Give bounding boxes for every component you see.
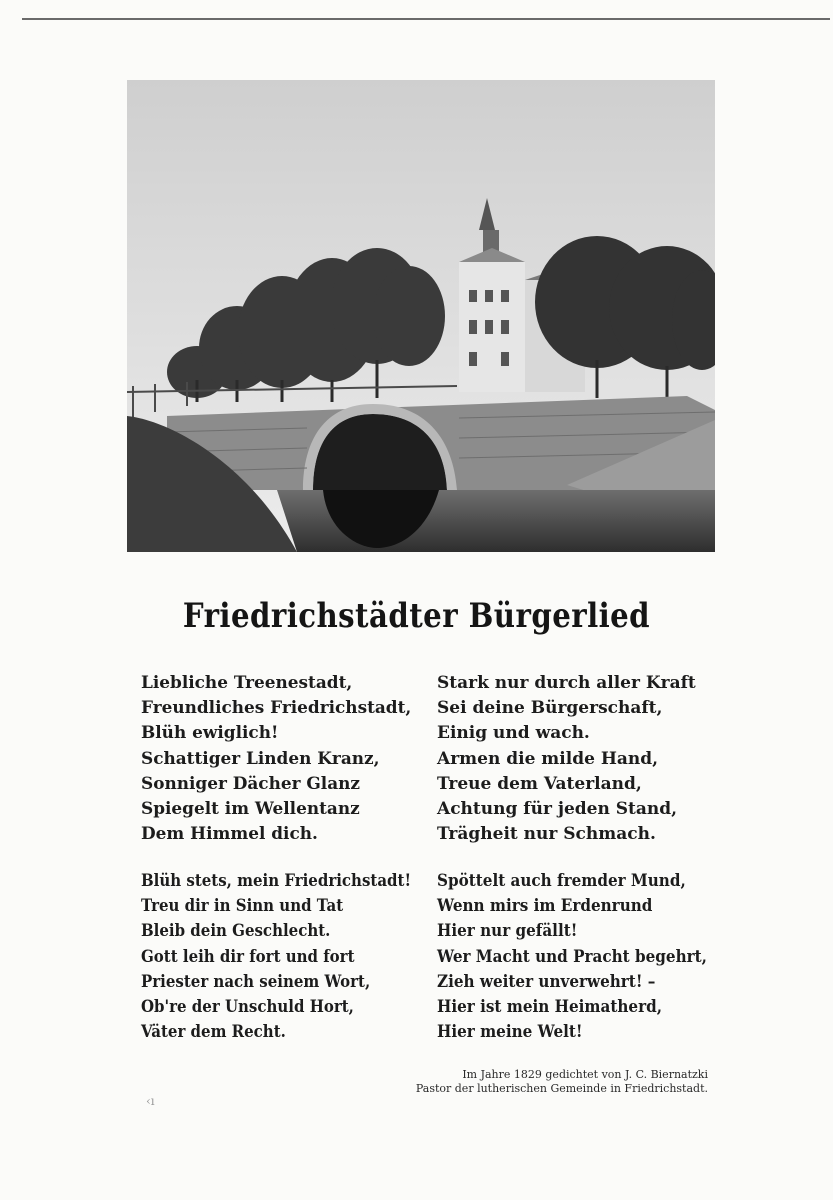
verse-line: Sonniger Dächer Glanz (141, 773, 361, 794)
verse-line: Gott leih dir fort und fort (141, 946, 355, 967)
margin-mark: ‹ı (146, 1094, 155, 1108)
poem-title: Friedrichstädter Bürgerlied (182, 596, 651, 636)
verse-line: Ob're der Unschuld Hort, (141, 997, 354, 1018)
verse-line: Sei deine Bürgerschaft, (437, 698, 663, 719)
verse-line: Bleib dein Geschlecht. (141, 921, 331, 942)
photo-svg (127, 80, 715, 552)
verse-line: Priester nach seinem Wort, (141, 971, 371, 992)
credit-line-2: Pastor der lutherischen Gemeinde in Friedrichstadt. (415, 1082, 708, 1095)
verse-line: Treu dir in Sinn und Tat (141, 896, 344, 917)
verse-line: Hier meine Welt! (437, 1022, 583, 1043)
verse-line: Wenn mirs im Erdenrund (437, 896, 653, 917)
stanza-4 (437, 869, 739, 1045)
verse-line: Treue dem Vaterland, (437, 773, 642, 794)
verse-line: Hier ist mein Heimatherd, (437, 997, 663, 1018)
verse-line: Väter dem Recht. (141, 1022, 286, 1043)
credit-line-1: Im Jahre 1829 gedichtet von J. C. Biernatzki (462, 1068, 708, 1081)
verse-line: Zieh weiter unverwehrt! – (437, 971, 656, 992)
top-rule (22, 18, 830, 20)
verse-line: Stark nur durch aller Kraft (437, 673, 696, 693)
verse-line: Schattiger Linden Kranz, (141, 748, 380, 769)
stanza-3 (141, 869, 447, 1045)
verse-line: Blüh ewiglich! (141, 723, 279, 744)
bridge-townhall-photo (127, 80, 715, 552)
verse-line: Hier nur gefällt! (437, 921, 578, 942)
verse-line: Spiegelt im Wellentanz (141, 799, 360, 820)
verse-line: Wer Macht und Pracht begehrt, (437, 946, 707, 967)
stanza-2 (437, 671, 696, 847)
verse-line: Freundliches Friedrichstadt, (141, 698, 412, 719)
verse-line: Dem Himmel dich. (141, 824, 318, 845)
verse-line: Einig und wach. (437, 723, 590, 744)
stanza-1 (141, 671, 413, 847)
verse-line: Armen die milde Hand, (437, 748, 659, 769)
verse-line: Trägheit nur Schmach. (437, 824, 656, 845)
verse-line: Liebliche Treenestadt, (141, 673, 353, 693)
verse-line: Achtung für jeden Stand, (437, 799, 678, 820)
verse-line: Spöttelt auch fremder Mund, (437, 871, 686, 891)
author-credit (416, 1068, 708, 1096)
verse-line: Blüh stets, mein Friedrichstadt! (141, 871, 412, 891)
